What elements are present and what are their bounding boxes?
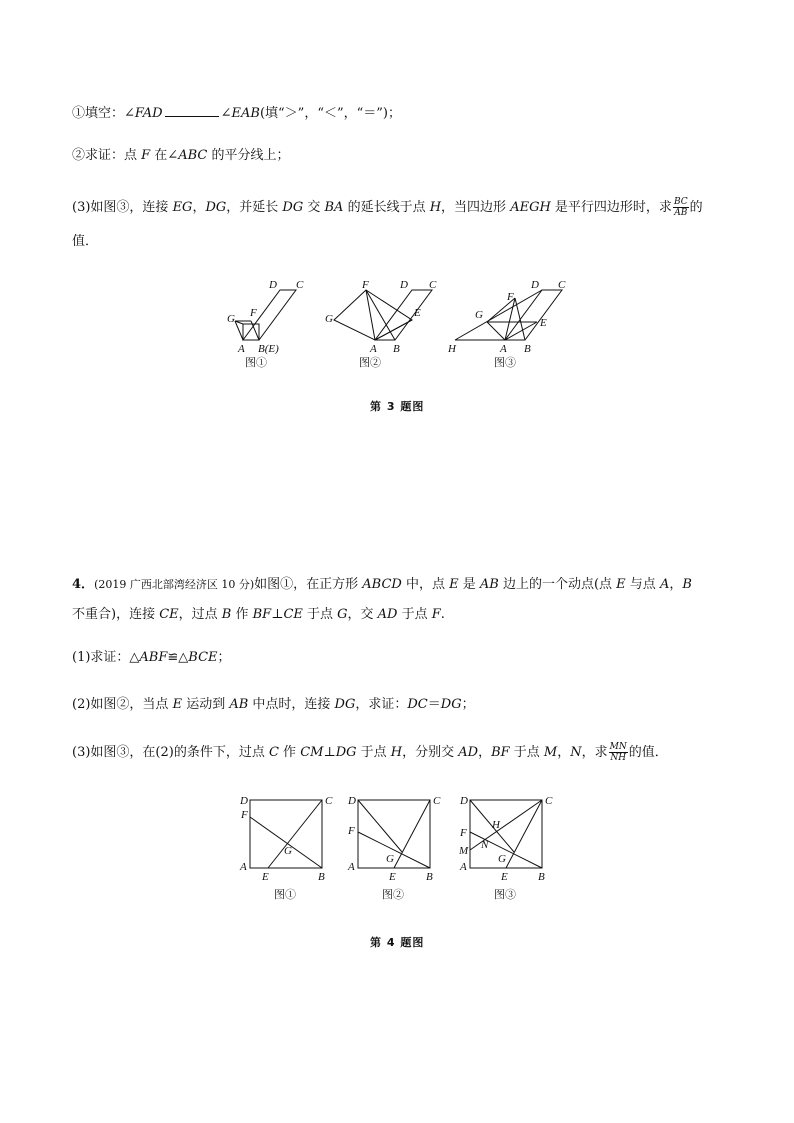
label-b: B	[426, 871, 433, 883]
label-d: D	[531, 279, 539, 291]
q4-part2: (2)如图②，当点 E 运动到 AB 中点时，连接 DG，求证：DC＝DG；	[72, 697, 475, 712]
q4-caption: 第 4 题图	[370, 936, 425, 949]
label-b: B	[318, 871, 325, 883]
label-h: H	[492, 819, 500, 831]
square-abcd	[470, 800, 542, 868]
label-c: C	[296, 279, 304, 291]
label-g: G	[325, 313, 333, 325]
label-a: A	[238, 343, 245, 355]
label-e: E	[389, 871, 396, 883]
label-f: F	[250, 307, 257, 319]
label-e: E	[262, 871, 269, 883]
fig1-label: 图①	[245, 357, 267, 368]
label-e: E	[414, 307, 421, 319]
label-b: B	[538, 871, 545, 883]
fig2-label: 图②	[382, 889, 404, 901]
segment-ga	[487, 322, 505, 340]
question-number: 4	[72, 577, 82, 592]
segment-ec	[506, 800, 542, 868]
label-c: C	[558, 279, 566, 291]
q3-figure-1	[227, 279, 304, 368]
segment-hd	[455, 290, 542, 340]
q3-figures	[0, 278, 794, 368]
fig2-label: 图②	[359, 357, 381, 368]
q3-figure-3	[447, 279, 566, 368]
fig3-label: 图③	[494, 357, 516, 368]
label-f: F	[460, 827, 467, 839]
q3-item3-line2: 值．	[72, 234, 99, 249]
square-abcd	[250, 800, 322, 868]
answer-blank[interactable]	[165, 104, 219, 117]
label-f: F	[348, 825, 355, 837]
label-g: G	[284, 845, 292, 857]
label-g: G	[498, 853, 506, 865]
q4-figure-2	[347, 795, 441, 901]
q4-part3: (3)如图③，在(2)的条件下，过点 C 作 CM⊥DG 于点 H，分别交 AD，BF 于点 M，N，求 $\frac{MN}{NH}$ 的值．	[72, 742, 668, 763]
label-be: B(E)	[258, 343, 279, 355]
fraction-mn-nh: $\frac{MN}{NH}$	[609, 742, 627, 763]
q4-part1: (1)求证：△ABF≌△BCE；	[72, 650, 231, 665]
square-abef	[243, 324, 259, 340]
label-d: D	[269, 279, 277, 291]
label-e: E	[540, 317, 547, 329]
label-m: M	[459, 845, 469, 857]
q4-intro-line2: 不重合)，连接 CE，过点 B 作 BF⊥CE 于点 G，交 AD 于点 F.	[72, 607, 445, 622]
label-c: C	[545, 795, 553, 807]
q3-item3: (3)如图③，连接 EG，DG，并延长 DG 交 BA 的延长线于点 H，当四边形 AEGH 是平行四边形时，求 $\frac{BC}{AB}$ 的	[72, 197, 703, 218]
label-a: A	[348, 861, 355, 873]
segment-bf	[358, 832, 430, 868]
segment-dg	[358, 800, 402, 852]
question-source: (2019 广西北部湾经济区 10 分)	[94, 578, 255, 591]
segment-ec	[268, 800, 322, 868]
q4-figure-1	[239, 795, 333, 901]
label-c: C	[433, 795, 441, 807]
label-g: G	[227, 313, 235, 325]
segment-ec	[394, 800, 430, 868]
label-e: E	[501, 871, 508, 883]
fig3-label: 图③	[494, 889, 516, 901]
q3-item1: ①填空：∠FAD ∠EAB(填“＞”，“＜”，“＝”)；	[72, 106, 401, 121]
q4-figure-3	[458, 795, 553, 901]
label-f: F	[241, 809, 248, 821]
fig1-label: 图①	[274, 889, 296, 901]
label-d: D	[240, 795, 248, 807]
q4-intro: 4．(2019 广西北部湾经济区 10 分)如图①，在正方形 ABCD 中，点 E 是 AB 边上的一个动点(点 E 与点 A，B	[72, 577, 692, 592]
label-b: B	[393, 343, 400, 355]
label-h: H	[448, 343, 456, 355]
label-c: C	[325, 795, 333, 807]
label-d: D	[348, 795, 356, 807]
label-c: C	[429, 279, 437, 291]
label-a: A	[240, 861, 247, 873]
label-f: F	[507, 291, 514, 303]
label-n: N	[481, 839, 489, 851]
label-b: B	[524, 343, 531, 355]
q4-figures	[0, 792, 794, 902]
label-g: G	[475, 309, 483, 321]
q3-caption: 第 3 题图	[370, 400, 425, 413]
label-a: A	[460, 861, 467, 873]
label-d: D	[460, 795, 468, 807]
segment-bf	[250, 817, 322, 868]
q3-item2: ②求证：点 F 在∠ABC 的平分线上；	[72, 148, 290, 163]
label-g: G	[386, 853, 394, 865]
square-abcd	[358, 800, 430, 868]
label-a: A	[500, 343, 507, 355]
label-a: A	[370, 343, 377, 355]
label-f: F	[362, 279, 369, 291]
label-d: D	[400, 279, 408, 291]
fraction-bc-ab: $\frac{BC}{AB}$	[673, 197, 688, 218]
q3-figure-2	[325, 279, 437, 368]
